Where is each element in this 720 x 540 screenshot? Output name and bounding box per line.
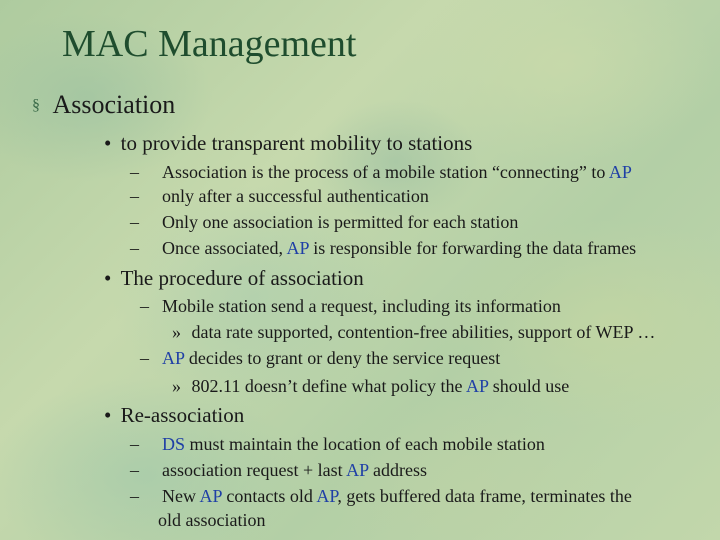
section-2-subitem-1: [172, 320, 655, 344]
ap-term: AP: [199, 486, 222, 506]
subitem-text: data rate supported, contention-free abilities, support of WEP …: [191, 322, 656, 342]
item-text: Once associated,: [162, 238, 287, 258]
dash-bullet-icon: –: [130, 162, 139, 182]
chevron-bullet-icon: »: [172, 322, 181, 342]
ap-term: AP: [316, 486, 338, 506]
section-1-item-1: [130, 160, 632, 184]
ap-term: AP: [465, 376, 489, 396]
section-3-item-3: [130, 484, 632, 508]
chevron-bullet-icon: »: [172, 376, 181, 396]
dash-bullet-icon: –: [130, 212, 139, 232]
subitem-text: should use: [488, 376, 570, 396]
item-text: Only one association is permitted for each station: [162, 212, 519, 232]
ap-term: AP: [608, 162, 632, 182]
section-1-text: to provide transparent mobility to stations: [120, 131, 473, 155]
dash-bullet-icon: –: [130, 186, 139, 206]
item-text: New: [162, 486, 200, 506]
item-text: association request + last: [162, 460, 347, 480]
section-2-text: The procedure of association: [120, 266, 364, 290]
section-3-item-1: [130, 432, 545, 456]
item-text: Association is the process of a mobile station “connecting” to: [162, 162, 609, 182]
item-text: only after a successful authentication: [162, 186, 429, 206]
square-bullet-icon: §: [32, 97, 40, 114]
ap-term: AP: [162, 348, 185, 368]
item-text: , gets buffered data frame, terminates the: [337, 486, 632, 506]
heading-text: Association: [52, 90, 176, 119]
dot-bullet-icon: •: [104, 131, 112, 155]
section-2-item-1: [140, 294, 561, 318]
ds-term: DS: [162, 434, 186, 454]
section-3: [104, 402, 244, 428]
dash-bullet-icon: –: [140, 296, 149, 316]
section-3-text: Re-association: [120, 403, 245, 427]
section-1-item-4: [130, 236, 636, 260]
section-3-item-3-continuation: old association: [158, 510, 266, 530]
ap-term: AP: [346, 460, 369, 480]
item-text: address: [368, 460, 427, 480]
section-1: [104, 130, 472, 156]
slide-title: MAC Management: [62, 23, 357, 65]
dash-bullet-icon: –: [130, 486, 139, 506]
dot-bullet-icon: •: [104, 266, 112, 290]
heading-association: [32, 90, 175, 121]
dash-bullet-icon: –: [140, 348, 149, 368]
item-text: must maintain the location of each mobile station: [185, 434, 545, 454]
item-text: is responsible for forwarding the data frames: [308, 238, 637, 258]
section-2-subitem-2: [172, 374, 569, 398]
dash-bullet-icon: –: [130, 238, 139, 258]
ap-term: AP: [286, 238, 309, 258]
section-1-item-2: [130, 184, 429, 208]
item-text: contacts old: [221, 486, 317, 506]
section-1-item-3: [130, 210, 518, 234]
section-2: [104, 265, 364, 291]
item-text: decides to grant or deny the service request: [184, 348, 501, 368]
dash-bullet-icon: –: [130, 460, 139, 480]
subitem-text: 802.11 doesn’t define what policy the: [191, 376, 466, 396]
section-2-item-2: [140, 346, 500, 370]
dot-bullet-icon: •: [104, 403, 112, 427]
section-3-item-2: [130, 458, 427, 482]
dash-bullet-icon: –: [130, 434, 139, 454]
item-text: Mobile station send a request, including its information: [162, 296, 561, 316]
